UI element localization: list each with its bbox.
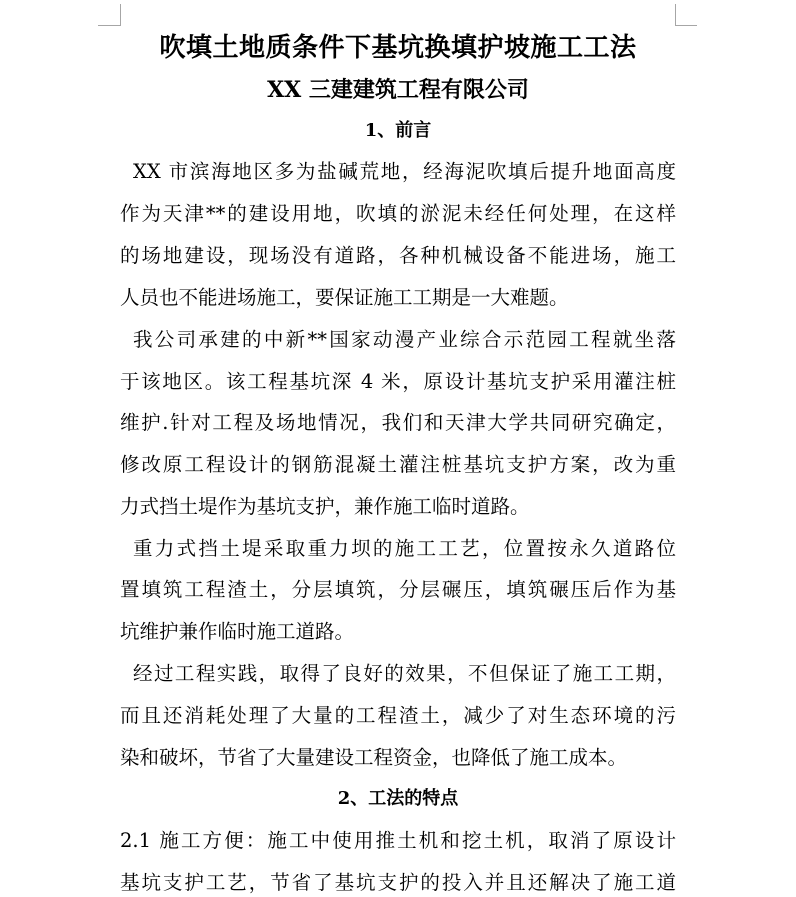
company-name: XX 三建建筑工程有限公司 (267, 77, 529, 103)
paragraph-line: 而且还消耗处理了大量的工程渣土，减少了对生态环境的污 (120, 704, 676, 727)
paragraph-line: 坑维护兼作临时施工道路。 (120, 620, 355, 643)
paragraph-line: 力式挡土堤作为基坑支护，兼作施工临时道路。 (120, 495, 530, 518)
paragraph-line: 维护.针对工程及场地情况，我们和天津大学共同研究确定， (120, 411, 676, 434)
paragraph-line: 于该地区。该工程基坑深 4 米，原设计基坑支护采用灌注桩 (120, 370, 676, 393)
paragraph-line: 经过工程实践，取得了良好的效果，不但保证了施工工期， (133, 662, 676, 685)
paragraph-line: 染和破坏，节省了大量建设工程资金，也降低了施工成本。 (120, 746, 628, 769)
section-heading-features: 2、工法的特点 (337, 788, 459, 809)
paragraph-line: 人员也不能进场施工，要保证施工工期是一大难题。 (120, 286, 569, 309)
paragraph-line: 我公司承建的中新**国家动漫产业综合示范园工程就坐落 (133, 328, 676, 351)
paragraph-line: 2.1 施工方便：施工中使用推土机和挖土机，取消了原设计 (120, 829, 676, 852)
paragraph-line: 基坑支护工艺，节省了基坑支护的投入并且还解决了施工道 (120, 871, 676, 894)
paragraph-line: 重力式挡土堤采取重力坝的施工工艺，位置按永久道路位 (133, 537, 676, 560)
crop-mark-right-horizontal (675, 25, 697, 26)
paragraph-line: XX 市滨海地区多为盐碱荒地，经海泥吹填后提升地面高度 (133, 160, 676, 183)
crop-mark-right-vertical (675, 4, 676, 26)
document-title: 吹填土地质条件下基坑换填护坡施工工法 (159, 33, 637, 63)
paragraph-line: 的场地建设，现场没有道路，各种机械设备不能进场，施工 (120, 244, 676, 267)
paragraph-line: 作为天津**的建设用地，吹填的淤泥未经任何处理，在这样 (120, 202, 676, 225)
crop-mark-left-horizontal (98, 25, 120, 26)
paragraph-line: 修改原工程设计的钢筋混凝土灌注桩基坑支护方案，改为重 (120, 453, 676, 476)
section-heading-preface: 1、前言 (364, 120, 432, 141)
crop-mark-left-vertical (120, 4, 121, 26)
paragraph-line: 置填筑工程渣土，分层填筑，分层碾压，填筑碾压后作为基 (120, 578, 676, 601)
